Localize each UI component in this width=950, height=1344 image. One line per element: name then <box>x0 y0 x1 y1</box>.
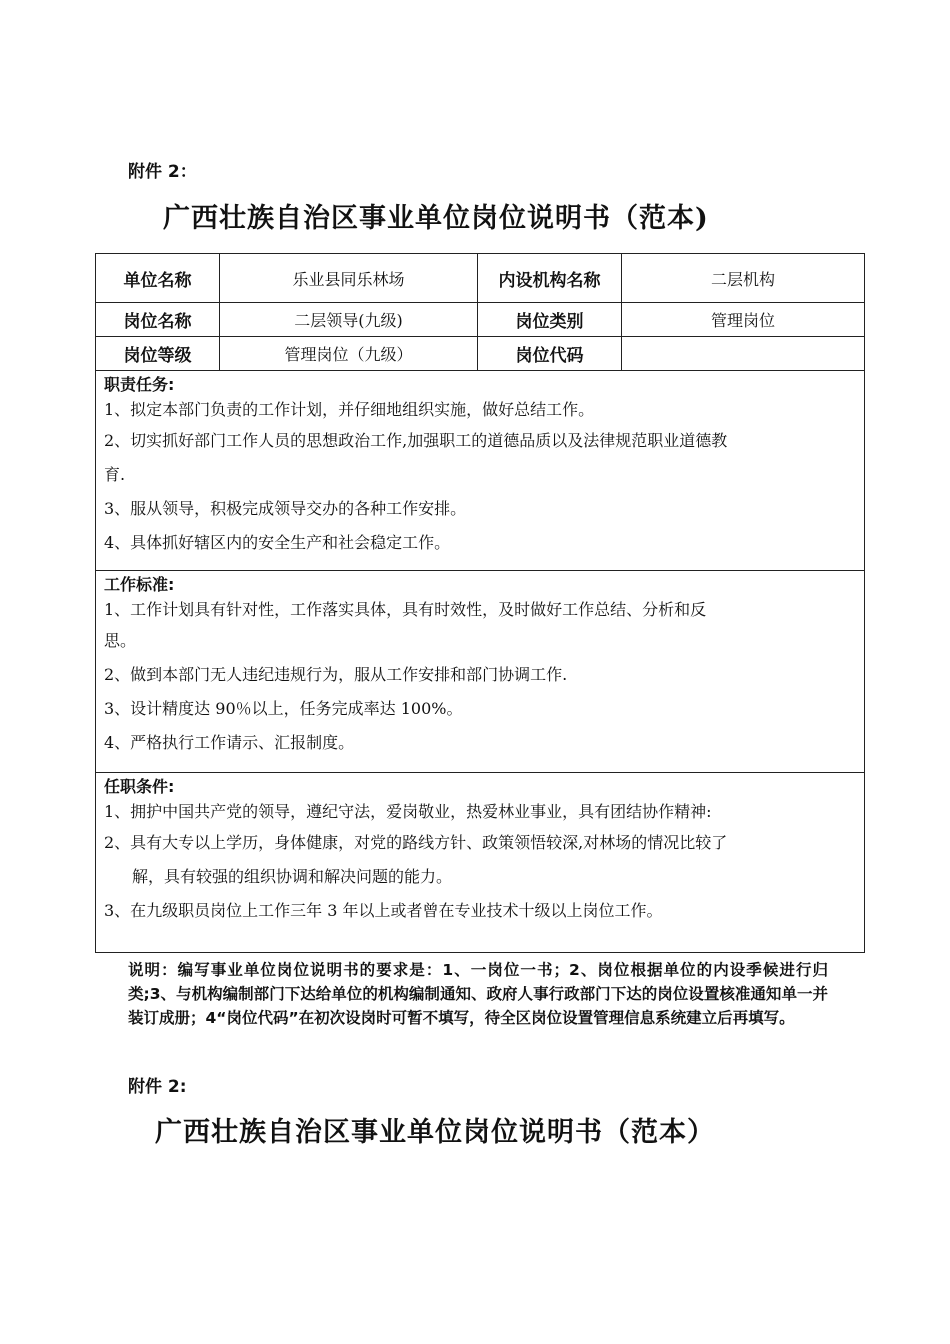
standard-item: 4、严格执行工作请示、汇报制度。 <box>104 733 355 752</box>
duty-item: 2、切实抓好部门工作人员的思想政治工作,加强职工的道德品质以及法律规范职业道德教 <box>104 431 728 450</box>
post-name-value: 二层领导(九级) <box>220 303 478 337</box>
unit-name-label: 单位名称 <box>96 254 220 303</box>
duties-title: 职责任务: <box>104 375 175 394</box>
qualification-item: 3、在九级职员岗位上工作三年 3 年以上或者曾在专业技术十级以上岗位工作。 <box>104 901 663 920</box>
qualification-item: 1、拥护中国共产党的领导，遵纪守法，爱岗敬业，热爱林业事业，具有团结协作精神: <box>104 802 712 821</box>
attachment-label: 附件 2: <box>128 1077 187 1097</box>
internal-org-label: 内设机构名称 <box>478 254 622 303</box>
duty-item: 1、拟定本部门负责的工作计划，并仔细地组织实施，做好总结工作。 <box>104 400 595 419</box>
standards-title: 工作标准: <box>104 575 175 594</box>
standard-item: 2、做到本部门无人违纪违规行为，服从工作安排和部门协调工作. <box>104 665 568 684</box>
post-name-label: 岗位名称 <box>96 303 220 337</box>
qualification-item: 2、具有大专以上学历，身体健康，对党的路线方针、政策领悟较深,对林场的情况比较了 <box>104 833 728 852</box>
standard-item: 1、工作计划具有针对性，工作落实具体，具有时效性，及时做好工作总结、分析和反 <box>104 600 707 619</box>
post-code-value <box>622 337 865 371</box>
duty-item: 3、服从领导，积极完成领导交办的各种工作安排。 <box>104 499 467 518</box>
standard-item: 3、设计精度达 90％以上，任务完成率达 100%。 <box>104 699 463 718</box>
duties-section <box>96 371 865 571</box>
duty-item: 4、具体抓好辖区内的安全生产和社会稳定工作。 <box>104 533 451 552</box>
qualification-item: 解，具有较强的组织协调和解决问题的能力。 <box>132 867 453 886</box>
unit-name-value: 乐业县同乐林场 <box>220 254 478 303</box>
document-title: 广西壮族自治区事业单位岗位说明书（范本) <box>163 203 709 234</box>
post-grade-label: 岗位等级 <box>96 337 220 371</box>
post-description-table <box>95 253 865 953</box>
post-grade-value: 管理岗位（九级） <box>220 337 478 371</box>
explanatory-note: 说明：编写事业单位岗位说明书的要求是：1、一岗位一书；2、岗位根据单位的内设季候进行归类;3、与机构编制部门下达给单位的机构编制通知、政府人事行政部门下达的岗位设置核准通知单一并装订成册；4“岗位代码”在初次设岗时可暂不填写，待全区岗位设置管理信息系统建立后再填写。 <box>128 961 828 1027</box>
qualifications-section <box>96 773 865 953</box>
table-row <box>96 303 865 337</box>
qualifications-title: 任职条件: <box>104 777 175 796</box>
post-category-label: 岗位类别 <box>478 303 622 337</box>
post-code-label: 岗位代码 <box>478 337 622 371</box>
post-category-value: 管理岗位 <box>622 303 865 337</box>
attachment-label: 附件 2： <box>128 162 197 182</box>
table-row <box>96 254 865 303</box>
duty-item: 育. <box>104 465 126 484</box>
document-title: 广西壮族自治区事业单位岗位说明书（范本） <box>155 1117 715 1148</box>
internal-org-value: 二层机构 <box>622 254 865 303</box>
standards-section <box>96 571 865 773</box>
table-row <box>96 337 865 371</box>
standard-item: 思。 <box>104 631 137 650</box>
